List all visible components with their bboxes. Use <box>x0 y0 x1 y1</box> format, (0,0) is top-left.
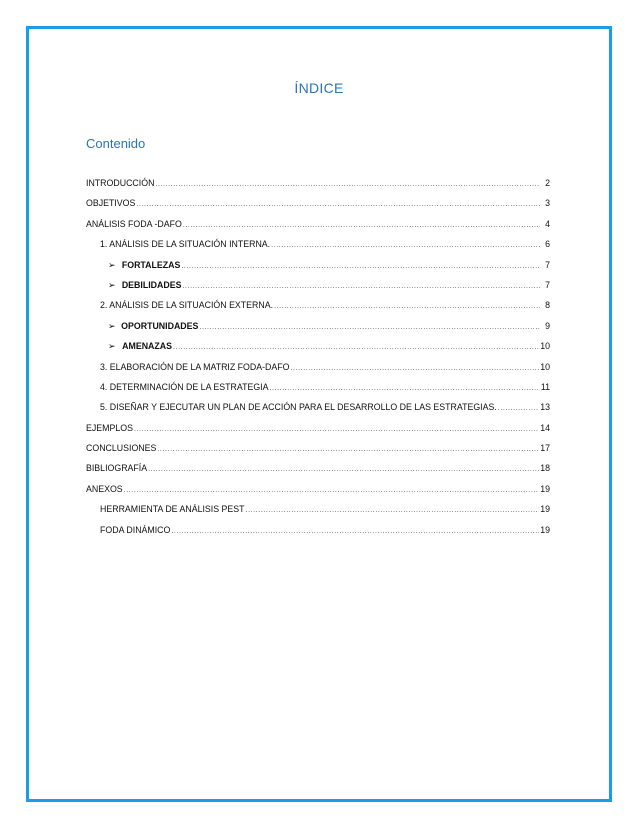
toc-entry-label: OBJETIVOS <box>86 198 136 209</box>
toc-entry[interactable] <box>86 423 550 443</box>
toc-entry-page-number: 4 <box>545 218 550 229</box>
toc-entry[interactable] <box>86 525 550 545</box>
toc-entry-page-number: 7 <box>545 279 550 290</box>
toc-entry[interactable] <box>86 443 550 463</box>
arrow-bullet-icon: ➢ <box>108 320 116 331</box>
toc-entry-page-number: 2 <box>545 178 550 188</box>
toc-entry[interactable] <box>86 463 550 483</box>
dot-leader <box>157 446 539 453</box>
toc-entry-label: DEBILIDADES <box>121 279 182 290</box>
dot-leader <box>173 344 539 351</box>
toc-entry-label: 2. ANÁLISIS DE LA SITUACIÓN EXTERNA. <box>100 300 274 311</box>
dot-leader <box>498 405 539 412</box>
dot-leader <box>183 222 540 229</box>
toc-entry-page-number: 19 <box>540 483 550 494</box>
arrow-bullet-icon: ➢ <box>108 279 116 290</box>
toc-entry[interactable] <box>86 219 550 239</box>
toc-entry-label: FODA DINÁMICO <box>100 524 171 535</box>
toc-entry-page-number: 7 <box>545 259 550 270</box>
toc-entry-page-number: 9 <box>545 320 550 331</box>
toc-entry-label: 1. ANÁLISIS DE LA SITUACIÓN INTERNA. <box>100 239 271 250</box>
toc-entry-page-number: 14 <box>540 422 550 433</box>
dot-leader <box>274 303 540 310</box>
toc-entry-page-number: 19 <box>540 504 550 515</box>
toc-entry-label: AMENAZAS <box>122 341 173 352</box>
table-of-contents <box>86 178 550 545</box>
toc-entry-page-number: 13 <box>540 402 550 413</box>
toc-entry-page-number: 18 <box>540 463 550 474</box>
toc-entry[interactable] <box>86 484 550 504</box>
toc-entry-page-number: 11 <box>540 381 550 392</box>
toc-entry-label: 3. ELABORACIÓN DE LA MATRIZ FODA-DAFO <box>100 361 290 372</box>
toc-entry[interactable] <box>86 362 550 382</box>
toc-entry-label: OPORTUNIDADES <box>121 320 199 331</box>
toc-entry-label: 5. DISEÑAR Y EJECUTAR UN PLAN DE ACCIÓN PARA EL DESARROLLO DE LAS ESTRATEGIAS. <box>100 402 497 413</box>
dot-leader <box>136 201 540 208</box>
dot-leader <box>269 385 539 392</box>
dot-leader <box>148 466 539 473</box>
toc-heading: Contenido <box>86 136 146 151</box>
dot-leader <box>124 487 540 494</box>
arrow-bullet-icon: ➢ <box>108 259 116 270</box>
dot-leader <box>134 426 539 433</box>
dot-leader <box>246 507 540 514</box>
toc-entry-label: INTRODUCCIÓN <box>86 178 155 188</box>
toc-entry-page-number: 17 <box>540 443 550 454</box>
dot-leader <box>271 242 540 249</box>
page-title: ÍNDICE <box>294 80 344 96</box>
toc-entry-page-number: 3 <box>545 198 550 209</box>
toc-entry[interactable] <box>86 239 550 259</box>
toc-entry[interactable] <box>86 280 550 300</box>
toc-entry-page-number: 6 <box>545 239 550 250</box>
toc-entry-page-number: 10 <box>540 361 550 372</box>
toc-entry-label: EJEMPLOS <box>86 422 133 433</box>
dot-leader <box>291 365 540 372</box>
toc-entry[interactable] <box>86 300 550 320</box>
toc-entry[interactable] <box>86 260 550 280</box>
toc-entry-label: ANEXOS <box>86 483 123 494</box>
toc-entry-label: HERRAMIENTA DE ANÁLISIS PEST <box>100 504 245 515</box>
toc-entry[interactable] <box>86 382 550 402</box>
toc-entry[interactable] <box>86 321 550 341</box>
dot-leader <box>182 283 540 290</box>
toc-entry[interactable] <box>86 341 550 361</box>
toc-entry[interactable] <box>86 402 550 422</box>
dot-leader <box>171 528 539 535</box>
toc-entry-label: CONCLUSIONES <box>86 443 157 454</box>
toc-entry-label: BIBLIOGRAFÍA <box>86 463 148 474</box>
toc-entry[interactable] <box>86 198 550 218</box>
dot-leader <box>199 324 540 331</box>
toc-entry[interactable] <box>86 504 550 524</box>
toc-entry[interactable] <box>86 178 550 198</box>
toc-entry-label: FORTALEZAS <box>121 259 181 270</box>
arrow-bullet-icon: ➢ <box>108 341 116 352</box>
toc-entry-page-number: 8 <box>545 300 550 311</box>
toc-entry-page-number: 10 <box>540 341 550 352</box>
toc-entry-page-number: 19 <box>540 524 550 535</box>
dot-leader <box>155 181 540 188</box>
toc-entry-label: 4. DETERMINACIÓN DE LA ESTRATEGIA <box>100 381 269 392</box>
toc-entry-label: ANÁLISIS FODA -DAFO <box>86 218 182 229</box>
dot-leader <box>181 263 540 270</box>
